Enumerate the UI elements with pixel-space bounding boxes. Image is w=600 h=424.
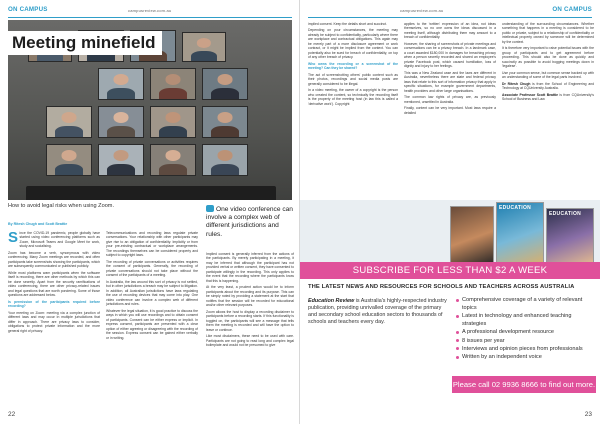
ad-feature-item: A professional development resource [456, 328, 596, 336]
section-header: ON CAMPUS [552, 6, 592, 13]
paragraph: Use your common sense, but common sense backed up with an understanding of some of the legal parts involved. [502, 70, 594, 80]
magazine-masthead: EDUCATION [549, 211, 582, 217]
ad-headline: THE LATEST NEWS AND RESOURCES FOR SCHOOLS AND TEACHERS ACROSS AUSTRALIA [308, 284, 575, 290]
header-rule [8, 17, 292, 18]
ad-feature-item: Comprehensive coverage of a variety of relevant topics [456, 296, 596, 312]
subheading: Is permission of the participants required before recording? [8, 299, 100, 309]
paragraph: It is therefore very important to raise potential issues with the group of participants and to get agreement before proceeding. This should also be done as quickly and succinctly as possible to avoid bogging meetings down in 'legalese'. [502, 46, 594, 69]
subscribe-banner[interactable]: SUBSCRIBE FOR LESS THAN $2 A WEEK [300, 262, 600, 279]
paragraph: implied consent. Keep the details short and succinct. [308, 22, 387, 26]
page-number: 23 [584, 411, 592, 418]
article-title: Meeting minefield [6, 31, 162, 55]
ad-feature-item: Interviews and opinion pieces from professionals [456, 345, 596, 353]
paragraph: The recording of private conversations or activities requires the consent of participants. Generally, the recording of private conversations should not take place without the consent of the participants of a meeting. [106, 259, 198, 278]
author-bio [502, 82, 594, 91]
drop-cap: S [8, 229, 19, 246]
ad-publication-name: Education Review [308, 298, 355, 304]
ad-feature-item: Latest in technology and enhanced teaching strategies [456, 312, 596, 328]
participant-tile [150, 106, 196, 138]
participant-tile [150, 68, 196, 100]
paragraph: applies to the 'written' expression of an idea, not ideas themselves, so no one owns the ideas discussed in a meeting itself, although distributing them may amount to a breach of confidentiality. [404, 22, 496, 40]
paragraph: Zoom allows the host to display a recording disclaimer to participants before a recording starts. If this functionality is toggled on, the participants will see a message that tells them the meeting is recorded and will have the option to leave or continue. [206, 309, 294, 332]
paragraph: In Australia, the law around this sort of privacy is not settled, but in other jurisdictions a breach may be subject to litigation. In addition, all Australian jurisdictions have laws regulating the use of recording devices that may come into play. One video conference can involve a complex web of different jurisdictions and rules. [106, 279, 198, 307]
article-caption: How to avoid legal risks when using Zoom. [8, 203, 115, 209]
paragraph: understanding of the surrounding circumstances. Whether something that happens in a meeting is considered to be public or private, subject to a relationship of confidentiality or intellectual property owned by someone will be determined by the context. [502, 22, 594, 44]
paragraph: Implied consent is generally inferred from the actions of the participants. By merely participating in a meeting, it may be inferred that although the participant has not provided verbal or written consent, they have consented to participate willingly in the recording. This only applies to the event that the recording where the participants know that this is happening. [206, 252, 294, 283]
paragraph: Zoom has become a verb, synonymous with video conferencing. Many Zoom meetings are recorded, and often participants take screenshots showing the participants, which are subsequently communicated or published publicly. [8, 250, 100, 269]
ad-feature-item: 8 issues per year [456, 337, 596, 345]
author-name: Dr Ritesh Chugh [502, 81, 531, 86]
paragraph: Your meeting on Zoom: meeting via a complex junction of different laws and may occur in multiple jurisdictions that differ in approach. There are privacy laws to consider, obligations to protect private information and the more general right of privacy. [8, 310, 100, 333]
right-page [300, 0, 600, 424]
ad-feature-item: Written by an independent voice [456, 353, 596, 361]
ad-feature-list [456, 296, 596, 361]
pull-quote [206, 205, 294, 239]
participant-tile [98, 144, 144, 176]
article-column-5 [404, 22, 496, 117]
paragraph: However, the sharing of screenshots of private meetings and conversations can be a privacy breach. In a landmark case, a court awarded $180,000 in damages for breaching privacy when a person secretly recorded and shared an employee's private Facebook post, which caused humiliation, loss of dignity and injury to her feelings. [404, 41, 496, 69]
quote-icon [206, 205, 214, 212]
participant-tile [202, 68, 248, 100]
ad-body [308, 298, 450, 326]
participant-tile [150, 144, 196, 176]
ad-magazine-covers [300, 200, 600, 262]
paragraph: The common law rights of privacy are, as previously mentioned, unsettled in Australia. [404, 95, 496, 104]
participant-tile [46, 144, 92, 176]
participant-tile [46, 106, 92, 138]
author-bio-text: is from CQUniversity's School of Business and Law. [502, 92, 594, 102]
article-column-6 [502, 22, 594, 104]
author-name: Associate Professor Scott Beattie [502, 92, 559, 97]
subheading: Who owns the recording or a screenshot of the meeting? Can they be shared? [308, 61, 398, 71]
paragraph: Finally, content can be very important. Most laws require a detailed [404, 106, 496, 115]
magazine-masthead: EDUCATION [499, 205, 532, 211]
participant-tile [98, 68, 144, 100]
paragraph: The act of screenshotting others' public content such as their photos, recordings and social media posts are generally considered to be illegal. [308, 72, 398, 86]
paragraph: Whatever the legal situation, it is good practice to discuss the ways in which you will use recordings and to obtain consent of participants. Consent can be either express or implicit. In express consent, participants are presented with a clear option of either agreeing or disagreeing with the recording of the session. Express consent can be gained either verbally or in writing. [106, 308, 198, 340]
paragraph: At the very least, a prudent action would be to inform participants about the recording and its purpose. This can be simply noted by providing a statement at the start that notifies that the session will be recorded for educational and/or other relevant purposes. [206, 285, 294, 308]
participant-tile [202, 144, 248, 176]
site-url: campusreview.com.au [400, 8, 444, 13]
magazine-cover [496, 202, 544, 262]
article-column-2 [106, 231, 198, 342]
section-header: ON CAMPUS [8, 6, 48, 13]
page-number: 22 [8, 411, 16, 418]
participant-tile [182, 32, 226, 62]
byline: By Ritesh Chugh and Scott Beattie [8, 222, 68, 226]
paragraph: This was a New Zealand case and the laws are different in Australia, nevertheless there are state and federal privacy laws that relate to this sort of information privacy that apply in specific situations, for example government departments, health providers and other large organisations. [404, 70, 496, 93]
article-column-4 [308, 22, 398, 108]
paragraph: ince the COVID-19 pandemic, people globally have started using video conferencing platforms such as Zoom, Microsoft Teams and Google Meet for work, study and socialising. [19, 231, 100, 249]
magazine-cover [546, 208, 594, 262]
paragraph: While most platforms warn participants when the software itself is recording, there are other methods by which this can be done secretly. Apart from the security ramifications of video conferencing, there are other privacy-related issues and legal questions that are worth pondering. Some of those questions are addressed below. [8, 270, 100, 298]
participant-tile [98, 106, 144, 138]
paragraph: Telecommunications and recording laws regulate private conversations. Your relationship with other participants may give rise to an obligation of confidentiality. Implicitly or from your pre-existing contractual or workplace arrangements. The recordings themselves can be considered property and subject to copyright laws. [106, 231, 198, 258]
ad-body-text: is Australia's highly-respected industry publication, providing unrivalled coverage of the primary and secondary school education sectors to thousands of schools and teachers every day. [308, 298, 447, 326]
laptop-base [26, 186, 276, 200]
participant-tile [202, 106, 248, 138]
paragraph: Depending on your circumstances, the meeting may already be subject to confidentiality, particularly where there are workplace and contractual obligations. This again may be merely part of a more disclosure agreement or work contract, or it might be implied from the context. You can potentially also be sued for breach of confidentiality, on top of any other breach of privacy. [308, 28, 398, 60]
header-rule [308, 17, 592, 18]
author-bio [502, 93, 594, 102]
call-to-action[interactable]: Please call 02 9936 8666 to find out more. [452, 376, 596, 393]
pull-quote-text: One video conference can involve a complex web of different jurisdictions and rules. [206, 206, 293, 238]
paragraph: In a video meeting, the owner of a copyright is the person who created the content, so technically the recording itself is the property of the meeting host (in law this is called a 'derivative work'). Copyright [308, 88, 398, 106]
paragraph: Like most disclaimers, these need to be used with care. Participants are not going to read long and complex legal boilerplate and would not be presumed to give [206, 334, 294, 348]
magazine-cover [450, 206, 494, 262]
article-column-1 [8, 231, 100, 335]
author-bio-text: is from the School of Engineering and Technology at CQUniversity Australia. [502, 81, 595, 91]
site-url: campusreview.com.au [128, 8, 172, 13]
article-column-3 [206, 252, 294, 350]
